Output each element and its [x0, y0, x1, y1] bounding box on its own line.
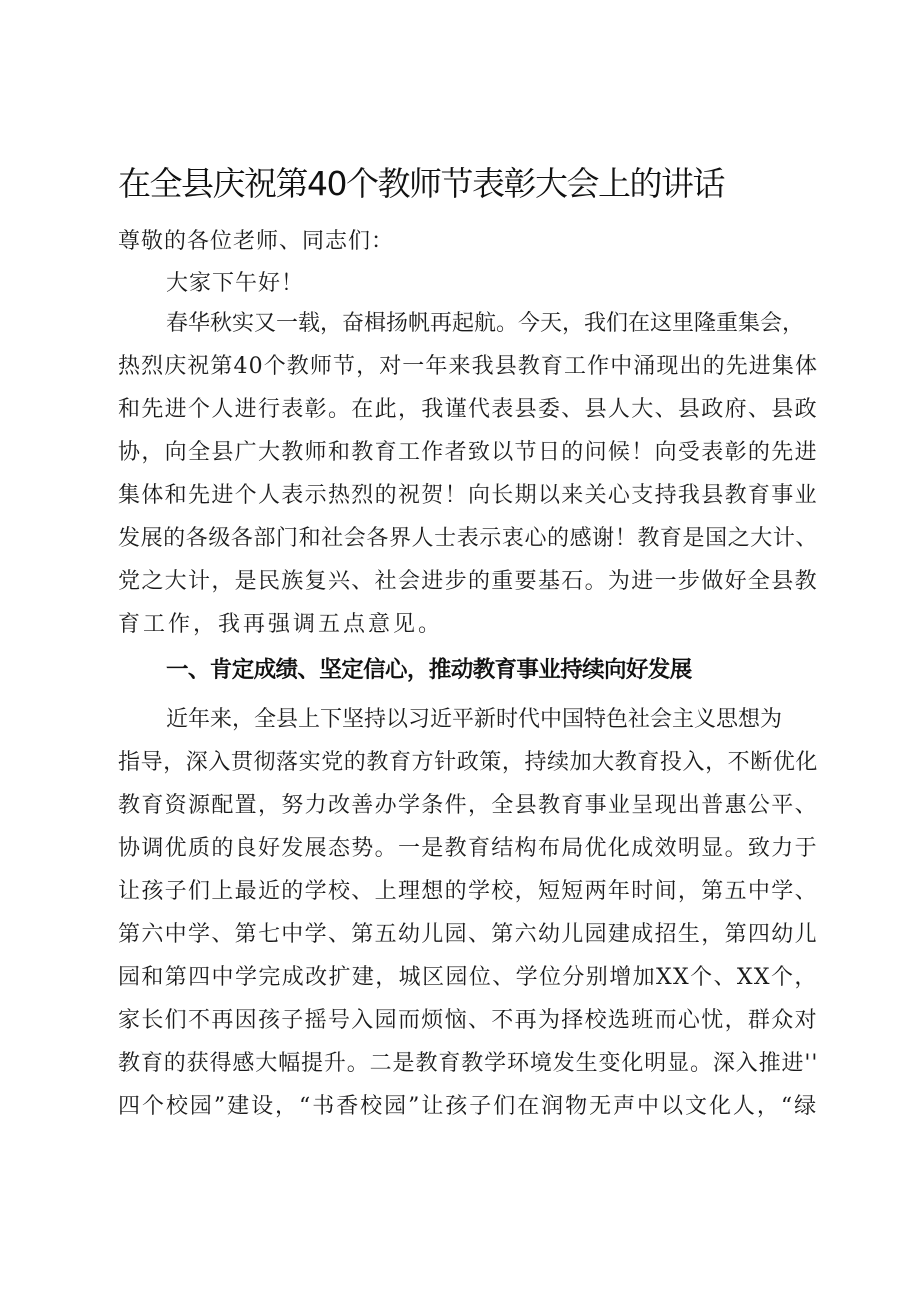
paragraph-line: 近年来，全县上下坚持以习近平新时代中国特色社会主义思想为	[166, 707, 783, 732]
salutation: 尊敬的各位老师、同志们：	[118, 229, 395, 254]
paragraph-line: 让孩子们上最近的学校、上理想的学校，短短两年时间，第五中学、	[118, 879, 818, 904]
paragraph-opening	[118, 302, 818, 646]
paragraph-line: 第六中学、第七中学、第五幼儿园、第六幼儿园建成招生，第四幼儿	[118, 922, 818, 947]
greeting: 大家下午好！	[166, 271, 305, 296]
paragraph-line: 协调优质的良好发展态势。一是教育结构布局优化成效明显。致力于	[118, 836, 818, 861]
paragraph-line: 和先进个人进行表彰。在此，我谨代表县委、县人大、县政府、县政	[118, 397, 818, 422]
paragraph-line: 教育资源配置，努力改善办学条件，全县教育事业呈现出普惠公平、	[118, 793, 818, 818]
paragraph-line: 春华秋实又一载，奋楫扬帆再起航。今天，我们在这里隆重集会，	[166, 311, 805, 336]
paragraph-line: 指导，深入贯彻落实党的教育方针政策，持续加大教育投入，不断优化	[118, 750, 818, 775]
paragraph-line: 四个校园”建设，“书香校园”让孩子们在润物无声中以文化人，“绿	[118, 1094, 819, 1119]
section-heading-1: 一、肯定成绩、坚定信心，推动教育事业持续向好发展	[166, 657, 692, 683]
paragraph-line: 教育的获得感大幅提升。二是教育教学环境发生变化明显。深入推进''	[118, 1051, 819, 1076]
paragraph-line: 党之大计，是民族复兴、社会进步的重要基石。为进一步做好全县教	[118, 569, 818, 594]
document-title: 在全县庆祝第40个教师节表彰大会上的讲话	[118, 164, 724, 203]
paragraph-line: 园和第四中学完成改扩建，城区园位、学位分别增加XX个、XX个，	[118, 965, 818, 990]
paragraph-line: 协，向全县广大教师和教育工作者致以节日的问候！向受表彰的先进	[118, 440, 818, 465]
paragraph-line: 发展的各级各部门和社会各界人士表示衷心的感谢！教育是国之大计、	[118, 526, 818, 551]
paragraph-line: 育工作，我再强调五点意见。	[118, 612, 444, 637]
paragraph-line: 家长们不再因孩子摇号入园而烦恼、不再为择校选班而心忧，群众对	[118, 1008, 818, 1033]
paragraph-line: 热烈庆祝第40个教师节，对一年来我县教育工作中涌现出的先进集体	[118, 354, 819, 379]
paragraph-line: 集体和先进个人表示热烈的祝贺！向长期以来关心支持我县教育事业	[118, 483, 818, 508]
paragraph-achievements	[118, 698, 818, 1128]
